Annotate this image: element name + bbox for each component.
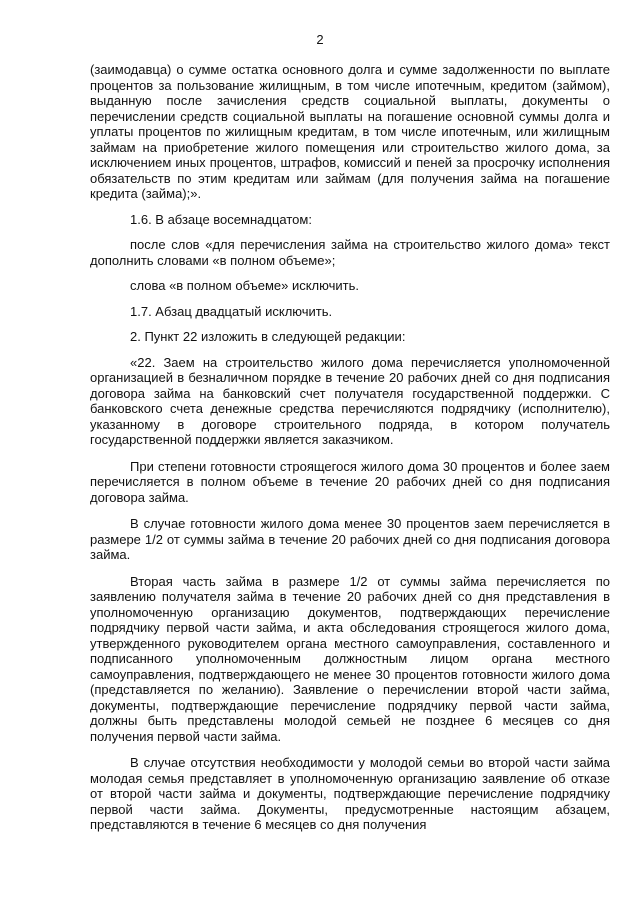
paragraph-words-exclude: слова «в полном объеме» исключить. [130,278,359,293]
paragraph-second-part: Вторая часть займа в размере 1/2 от суммы займа перечисляется по заявлению получателя займа в течение 20 рабочих дней со дня представления в уполномоченную организацию документов, подтверждающих перечисление подрядчику первой части займа, и акта обследования строящегося жилого дома, утвержденного руководителем органа местного самоуправления, составленного и подписанного уполномоченным должностным лицом органа местного самоуправления, подтверждающего не менее 30 процентов готовности жилого дома (представляется по желанию). Заявление о перечислении второй части займа, документы, подтверждающие перечисление подрядчику первой части займа, должны быть представлены молодой семьей не позднее 6 месяцев со дня получения первой части займа. [90,573,610,744]
paragraph-readiness-30-plus: При степени готовности строящегося жилого дома 30 процентов и более заем перечисляется в полном объеме в течение 20 рабочих дней со дня подписания договора займа. [90,458,610,505]
document-body [90,62,610,833]
paragraph-item-1-6: 1.6. В абзаце восемнадцатом: [130,211,312,227]
paragraph-no-second-part: В случае отсутствия необходимости у молодой семьи во второй части займа молодая семья представляет в уполномоченную организацию заявление об отказе от второй части займа и документы, подтверждающие перечисление подрядчику первой части займа. Документы, предусмотренные настоящим абзацем, представляются в течение 6 месяцев со дня получения [90,755,610,832]
page-number: 2 [316,32,324,47]
paragraph-point-22: «22. Заем на строительство жилого дома перечисляется уполномоченной организацией в безналичном порядке в течение 20 рабочих дней со дня подписания договора займа на банковский счет получателя государственной поддержки. С банковского счета денежные средства перечисляются подрядчику (исполнителю), указанному в договоре строительного подряда, в котором получатель государственной поддержки является заказчиком. [90,354,610,447]
paragraph-item-2: 2. Пункт 22 изложить в следующей редакции: [130,329,406,344]
paragraph-item-1-7: 1.7. Абзац двадцатый исключить. [130,303,333,319]
paragraph-readiness-under-30: В случае готовности жилого дома менее 30 процентов заем перечисляется в размере 1/2 от суммы займа в течение 20 рабочих дней со дня подписания договора займа. [90,516,610,562]
paragraph-continuation: (заимодавца) о сумме остатка основного долга и сумме задолженности по выплате процентов за пользование жилищным, в том числе ипотечным, кредитом (займом), выданную после зачисления средств социальной выплаты, документы о перечислении средств социальной выплаты на погашение основной суммы долга и уплаты процентов по жилищным кредитам, в том числе ипотечным, или жилищным займам на приобретение жилого помещения или строительство жилого дома, за исключением иных процентов, штрафов, комиссий и пеней за просрочку исполнения обязательств по этим кредитам или займам (для получения займа на погашение кредита (займа);». [90,62,610,201]
paragraph-after-words: после слов «для перечисления займа на строительство жилого дома» текст дополнить словами «в полном объеме»; [90,237,610,268]
